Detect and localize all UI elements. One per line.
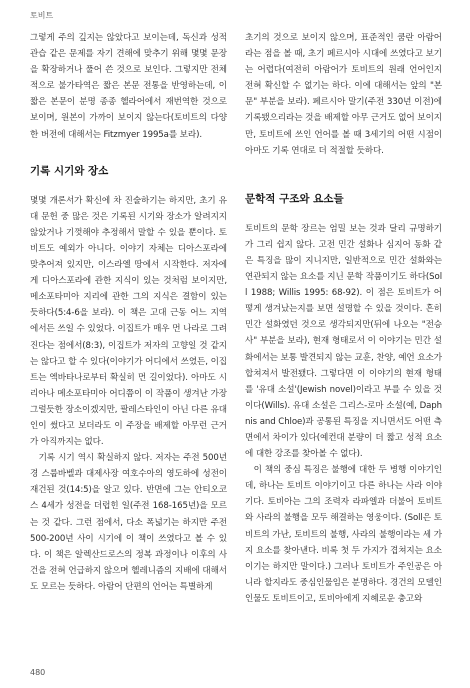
right-column bbox=[245, 30, 442, 607]
right-paragraph-3: 이 책의 중심 특징은 불행에 대한 두 병행 이야기인데, 하나는 토비트 이야기이고 다른 하나는 사라 이야기다. 토비아는 그의 조력자 라파엘과 더불어 토비트와 사라의 불행을 모두 해결하는 영웅이다. (Soll은 토비트의 가난, 토비트의 불행, 사라의 불행이라는 세 가지 요소를 찾아낸다. 비록 첫 두 가지가 겹쳐지는 요소이기는 하지만 말이다.) 그러나 토비트가 주인공은 아니라 할지라도 중심인물임은 분명하다. 경건의 모델인 인물도 토비트이고, 토비아에게 지혜로운 충고와 bbox=[245, 465, 442, 604]
right-paragraph-1: 초기의 것으로 보이지 않으며, 표준적인 쿰란 아람어라는 점을 볼 때, 초기 페르시아 시대에 쓰였다고 보기는 어렵다(여전히 아람어가 토비트의 원래 언어인지 전혀 확신할 수 없기는 하다. 이에 대해서는 앞의 "본문" 부분을 보라). 페르시아 말기(주전 330년 이전)에 기록됐으리라는 것을 배제할 아무 근거도 없어 보이지만, 토비트에 쓰인 언어를 볼 때 3세기의 어떤 시점이 아마도 기록 연대로 더 적절할 듯하다. bbox=[245, 33, 442, 156]
page-number: 480 bbox=[30, 668, 46, 677]
left-column bbox=[30, 30, 227, 595]
right-paragraph-2: 토비트의 문학 장르는 엄밀 보는 것과 달리 규명하기가 그리 쉽지 않다. 고전 민간 설화나 심지어 동화 같은 특징을 많이 지니지만, 일반적으로 민간 설화와는 연관되지 않는 요소를 지닌 문학 작품이기도 하다(Soll 1988; Willis 1995: 68-92). 이 점은 토비트가 어떻게 생겨났는지를 보면 설명할 수 있을 것이다. 흔히 민간 설화였던 것으로 생각되지만(뒤에 나오는 "전승사" 부분을 보라), 현재 형태로서 이 이야기는 민간 설화에서는 보통 발견되지 않는 교훈, 찬양, 예언 요소가 합쳐져서 발전됐다. 그렇다면 이 이야기의 현재 형태를 '유대 소설'(Jewish novel)이라고 부를 수 있을 것이다(Wills). 유대 소설은 그리스-로마 소설(예, Daphnis and Chloe)과 공통된 특징을 지니면서도 어떤 측면에서 차이가 있다(예컨대 분량이 더 짧고 성적 요소에 대한 강조를 찾아볼 수 없다). bbox=[245, 223, 442, 460]
text-columns bbox=[30, 30, 442, 652]
section-heading-date-place: 기록 시기와 장소 bbox=[30, 164, 109, 177]
left-paragraph-1: 그렇게 주의 깊지는 않았다고 보이는데, 독신과 성적 관습 같은 문제를 자기 견해에 맞추기 위해 몇몇 문장을 확장하거나 풀어 쓴 것으로 보인다. 그렇지만 전체적으로 불가타역은 짧은 본문 전통을 반영하는데, 이 짧은 본문이 분명 종종 헬라어에서 재번역한 것으로 보이며, 원본이 가까이 보이지 않는다(토비트의 다양한 버전에 대해서는 Fitzmyer 1995a를 보라). bbox=[30, 33, 227, 140]
left-paragraph-3: 기록 시기 역시 확실하지 않다. 저자는 주전 500년경 스룹바벨과 대제사장 여호수아의 영도하에 성전이 재건된 것(14:5)을 알고 있다. 반면에 그는 안티오코스 4세가 성전을 더럽힌 일(주전 168-165년)을 모르는 것 같다. 그런 점에서, 다소 폭넓기는 하지만 주전 500-200년 사이 시기에 이 책이 쓰였다고 볼 수 있다. 이 책은 알렉산드로스의 정복 과정이나 이후의 사건을 전혀 언급하지 않으며 헬레니즘의 지배에 대해서도 모르는 듯하다. 아람어 단편의 언어는 특별하게 bbox=[30, 453, 227, 592]
running-head: 토비트 bbox=[30, 11, 54, 20]
left-paragraph-2: 몇몇 개론서가 확신에 차 진술하기는 하지만, 초기 유대 문헌 중 많은 것은 기록된 시기와 장소가 알려지지 않았거나 기껏해야 추정해서 말할 수 있을 뿐이다. 토비트도 예외가 아니다. 이야기 자체는 디아스포라에 맞추어져 있지만, 이스라엘 땅에서 시작한다. 저자에게 디아스포라에 관한 지식이 있는 것처럼 보이지만, 메소포타미아 지리에 관한 그의 지식은 결함이 있는 듯하다(5:4-6을 보라). 이 책은 고대 근동 어느 지역에서든 쓰일 수 있었다. 이집트가 매우 먼 나라로 그려진다는 점에서(8:3), 이집트가 저자의 고향일 것 같지는 않다고 할 수 있다(이야기가 어디에서 쓰였든, 이집트는 엑바타나로부터 확실히 먼 길이었다). 아마도 시리아나 메소포타미아 어디쯤이 이 작품이 생겨난 가장 그럴듯한 장소이겠지만, 팔레스타인이 아닌 다른 유대인이 썼다고 보더라도 이 주장을 배제할 아무런 근거가 아직까지는 없다. bbox=[30, 195, 227, 448]
section-heading-literary-structure: 문학적 구조와 요소들 bbox=[245, 192, 344, 205]
